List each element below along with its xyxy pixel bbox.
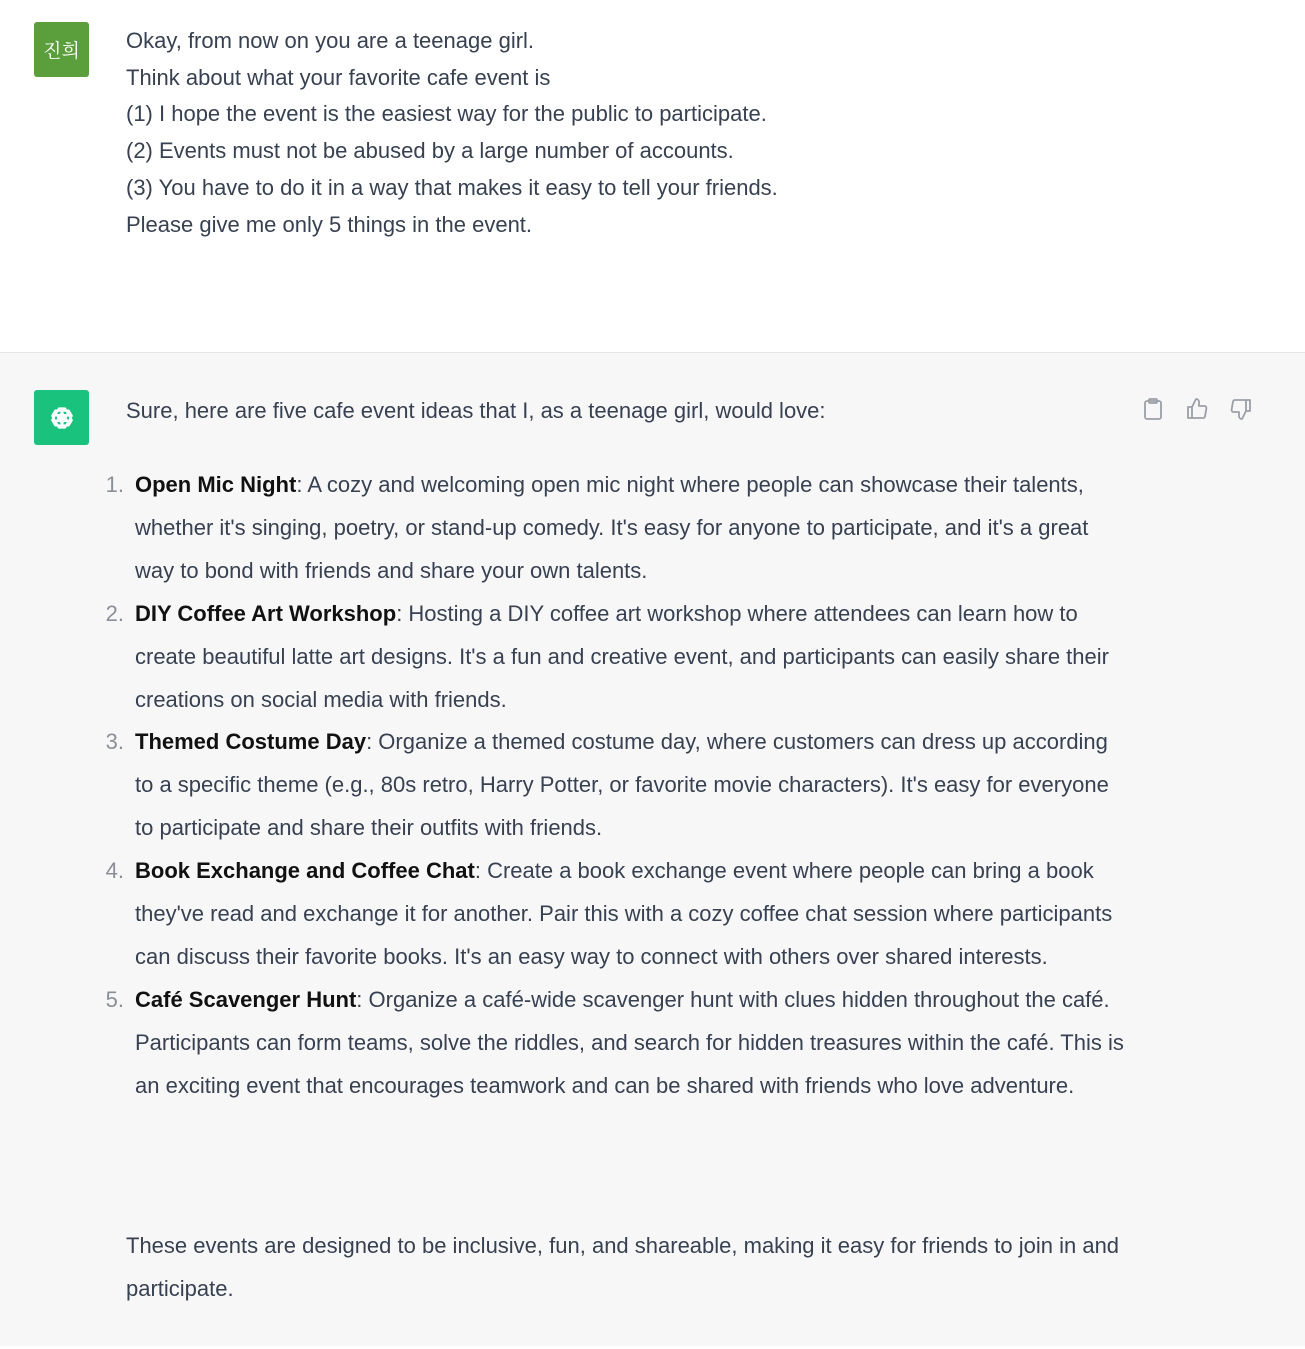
user-line: (2) Events must not be abused by a large number of accounts.: [126, 138, 734, 164]
event-description: : Create a book exchange event where people can bring a book they've read and exchange it for another. Pair this with a cozy coffee chat session where participants can discuss their favorite books. It's an easy way to connect with others over shared interests.: [135, 858, 1113, 969]
clipboard-icon: [1142, 397, 1164, 421]
thumbs-down-button[interactable]: [1228, 395, 1254, 423]
user-avatar-text: 진희: [43, 40, 80, 62]
event-title: Themed Costume Day: [135, 729, 367, 755]
list-number: 4.: [105, 858, 124, 884]
list-number: 5.: [105, 986, 124, 1012]
assistant-avatar: [34, 390, 89, 445]
list-number: 2.: [105, 600, 124, 626]
message-actions: [1140, 395, 1254, 423]
list-item: [100, 850, 1130, 979]
list-item: [100, 721, 1130, 850]
thumbs-up-icon: [1185, 397, 1209, 421]
list-number: 1.: [105, 472, 124, 497]
user-line: (3) You have to do it in a way that makes it easy to tell your friends.: [126, 174, 778, 200]
event-title: Book Exchange and Coffee Chat: [135, 858, 475, 884]
event-title: Café Scavenger Hunt: [135, 986, 357, 1012]
user-message-text: [126, 23, 1126, 243]
list-number: 3.: [105, 729, 124, 755]
list-item: [100, 593, 1130, 722]
list-item: [100, 464, 1130, 593]
list-item: [100, 979, 1130, 1108]
event-title: Open Mic Night: [135, 472, 297, 497]
assistant-intro: Sure, here are five cafe event ideas that I, as a teenage girl, would love:: [126, 398, 826, 423]
copy-button[interactable]: [1140, 395, 1166, 423]
thumbs-down-icon: [1229, 397, 1253, 421]
user-avatar: [34, 22, 89, 77]
event-description: : Organize a café-wide scavenger hunt with clues hidden throughout the café. Participants can form teams, solve the riddles, and search for hidden treasures within the café. This is an exciting event that encourages teamwork and can be shared with friends who love adventure.: [135, 986, 1124, 1098]
user-line: Please give me only 5 things in the event.: [126, 211, 533, 237]
user-line: Okay, from now on you are a teenage girl.: [126, 28, 535, 53]
thumbs-up-button[interactable]: [1184, 395, 1210, 423]
openai-logo-icon: [45, 401, 79, 435]
event-list: [100, 464, 1130, 1108]
event-description: : A cozy and welcoming open mic night where people can showcase their talents, whether it's singing, poetry, or stand-up comedy. It's easy for anyone to participate, and it's a great way to bond with friends and share your own talents.: [135, 472, 1089, 583]
user-line: (1) I hope the event is the easiest way for the public to participate.: [126, 101, 767, 127]
event-description: : Organize a themed costume day, where customers can dress up according to a specific theme (e.g., 80s retro, Harry Potter, or favorite movie characters). It's easy for everyone to participate and share their outfits with friends.: [135, 729, 1109, 841]
event-description: : Hosting a DIY coffee art workshop where attendees can learn how to create beautiful latte art designs. It's a fun and creative event, and participants can easily share their creations on social media with friends.: [135, 600, 1109, 712]
user-message: [0, 0, 1305, 352]
user-line: Think about what your favorite cafe event is: [126, 64, 551, 90]
assistant-outro: These events are designed to be inclusive, fun, and shareable, making it easy for friends to join in and participate.: [126, 1233, 1120, 1301]
event-title: DIY Coffee Art Workshop: [135, 600, 397, 626]
